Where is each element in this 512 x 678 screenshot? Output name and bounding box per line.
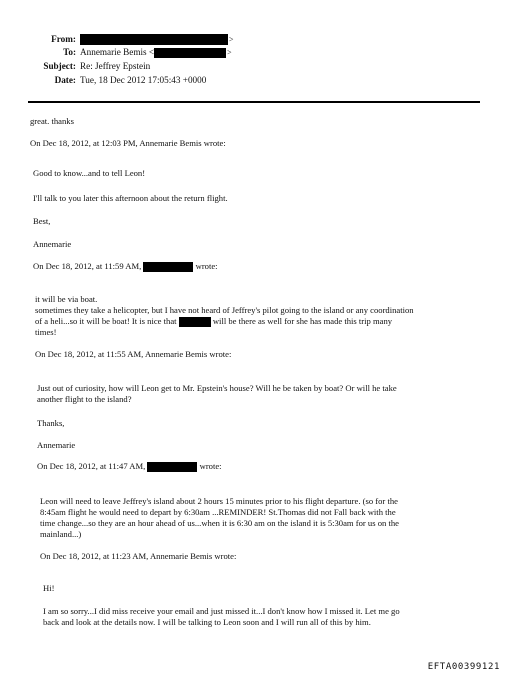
to-label: To: <box>63 47 76 57</box>
reply-text: great. thanks <box>30 116 74 126</box>
quote3-line4: Annemarie <box>37 440 76 450</box>
subject-value: Re: Jeffrey Epstein <box>80 61 151 71</box>
quote2-line3 <box>35 316 392 327</box>
date-row <box>0 75 206 85</box>
quote-intro-4 <box>37 461 222 472</box>
date-label: Date: <box>54 75 76 85</box>
redaction-from <box>80 34 228 45</box>
redaction-sender-1 <box>143 262 193 272</box>
quote1-line3: Best, <box>33 216 51 226</box>
to-value: Annemarie Bemis < <box>80 47 155 57</box>
quote1-line2: I'll talk to you later this afternoon about the return flight. <box>33 193 228 203</box>
subject-label: Subject: <box>43 61 76 71</box>
quote4-line1: Leon will need to leave Jeffrey's island about 2 hours 15 minutes prior to his flight departure. (so for the <box>40 496 398 506</box>
quote4-line2: 8:45am flight he would need to depart by 6:30am ...REMINDER! St.Thomas did not Fall back with the <box>40 507 396 517</box>
quote4-line3: time change...so they are an hour ahead of us...when it is 6:30 am on the island it is 5:30am for us on the <box>40 518 399 528</box>
from-row <box>0 34 234 45</box>
redaction-to <box>154 48 226 58</box>
quote2-line3-b: will be there as well for she has made this trip many <box>212 316 393 326</box>
quote-intro-3: On Dec 18, 2012, at 11:55 AM, Annemarie Bemis wrote: <box>35 349 232 359</box>
quote1-line4: Annemarie <box>33 239 72 249</box>
close-bracket: > <box>227 48 232 57</box>
quote3-line3: Thanks, <box>37 418 65 428</box>
quote4-line4: mainland...) <box>40 529 82 539</box>
quote-intro-2 <box>33 261 218 272</box>
quote2-line3-a: of a heli...so it will be boat! It is nice that <box>35 316 177 326</box>
quote-intro-4-a: On Dec 18, 2012, at 11:47 AM, <box>37 461 146 471</box>
subject-row <box>0 61 150 71</box>
quote-intro-2-a: On Dec 18, 2012, at 11:59 AM, <box>33 261 142 271</box>
quote5-line1: Hi! <box>43 583 55 593</box>
quote2-line4: times! <box>35 327 57 337</box>
quote3-line1: Just out of curiosity, how will Leon get to Mr. Epstein's house? Will he be taken by boat? Or will he take <box>37 383 397 393</box>
quote-intro-2-b: wrote: <box>195 261 218 271</box>
quote-intro-1: On Dec 18, 2012, at 12:03 PM, Annemarie Bemis wrote: <box>30 138 226 148</box>
header-divider <box>28 101 480 103</box>
quote2-line2: sometimes they take a helicopter, but I have not heard of Jeffrey's pilot going to the island or any coordination <box>35 305 414 315</box>
quote1-line1: Good to know...and to tell Leon! <box>33 168 146 178</box>
close-bracket: > <box>229 35 234 44</box>
document-id: EFTA00399121 <box>427 662 500 672</box>
quote5-line2: I am so sorry...I did miss receive your email and just missed it...I don't know how I missed it. Let me go <box>43 606 400 616</box>
redaction-sender-2 <box>147 462 197 472</box>
quote2-line1: it will be via boat. <box>35 294 98 304</box>
quote-intro-5: On Dec 18, 2012, at 11:23 AM, Annemarie Bemis wrote: <box>40 551 237 561</box>
quote3-line2: another flight to the island? <box>37 394 132 404</box>
quote5-line3: back and look at the details now. I will be talking to Leon soon and I will run all of this by him. <box>43 617 371 627</box>
redaction-name <box>179 317 211 327</box>
quote-intro-4-b: wrote: <box>199 461 222 471</box>
from-label: From: <box>51 34 76 44</box>
to-row <box>0 47 232 58</box>
date-value: Tue, 18 Dec 2012 17:05:43 +0000 <box>80 75 207 85</box>
